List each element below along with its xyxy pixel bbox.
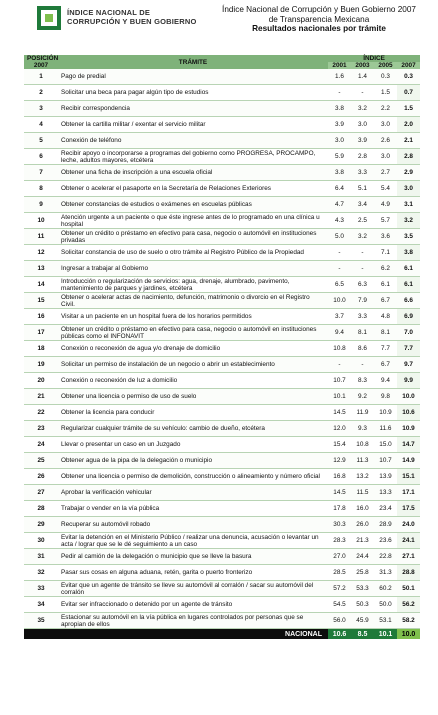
row-position: 8	[24, 181, 58, 197]
row-value-2001: 6.5	[328, 277, 351, 293]
row-value-2003: 9.3	[351, 421, 374, 437]
row-value-2003: 45.9	[351, 613, 374, 629]
report-header	[0, 0, 438, 60]
table-row	[24, 597, 420, 613]
row-position: 29	[24, 517, 58, 533]
table-row	[24, 133, 420, 149]
table-row	[24, 613, 420, 629]
row-value-2001: 54.5	[328, 597, 351, 613]
row-position: 22	[24, 405, 58, 421]
row-value-2007: 15.1	[397, 469, 420, 485]
row-tramite: Solicitar un permiso de instalación de un negocio o abrir un establecimiento	[58, 357, 328, 373]
row-value-2005: 2.6	[374, 133, 397, 149]
row-value-2007: 2.1	[397, 133, 420, 149]
table-row	[24, 165, 420, 181]
row-value-2003: 50.3	[351, 597, 374, 613]
row-value-2001: 56.0	[328, 613, 351, 629]
col-header-year: 2003	[351, 62, 374, 69]
row-value-2007: 7.0	[397, 325, 420, 341]
row-value-2003: 53.3	[351, 581, 374, 597]
row-position: 10	[24, 213, 58, 229]
table-row	[24, 421, 420, 437]
row-position: 35	[24, 613, 58, 629]
row-value-2007: 9.7	[397, 357, 420, 373]
row-value-2005: 3.0	[374, 149, 397, 165]
row-position: 1	[24, 69, 58, 85]
row-position: 5	[24, 133, 58, 149]
row-value-2003: 5.1	[351, 181, 374, 197]
row-tramite: Obtener agua de la pipa de la delegación o municipio	[58, 453, 328, 469]
row-value-2005: 22.8	[374, 549, 397, 565]
row-value-2007: 3.1	[397, 197, 420, 213]
row-position: 16	[24, 309, 58, 325]
row-position: 20	[24, 373, 58, 389]
table-row	[24, 581, 420, 597]
row-tramite: Obtener una licencia o permiso de uso de suelo	[58, 389, 328, 405]
row-position: 23	[24, 421, 58, 437]
row-value-2005: 10.7	[374, 453, 397, 469]
table-row	[24, 197, 420, 213]
table-row	[24, 437, 420, 453]
row-value-2001: 30.3	[328, 517, 351, 533]
row-value-2003: 3.3	[351, 309, 374, 325]
table-row	[24, 533, 420, 549]
row-value-2007: 24.0	[397, 517, 420, 533]
row-value-2005: 31.3	[374, 565, 397, 581]
row-value-2005: 53.1	[374, 613, 397, 629]
row-value-2005: 3.0	[374, 117, 397, 133]
row-value-2001: 16.8	[328, 469, 351, 485]
row-value-2001: 3.7	[328, 309, 351, 325]
row-tramite: Pasar sus cosas en alguna aduana, retén, garita o puerto fronterizo	[58, 565, 328, 581]
row-value-2005: 60.2	[374, 581, 397, 597]
row-value-2001: 14.5	[328, 485, 351, 501]
row-value-2005: 13.3	[374, 485, 397, 501]
row-tramite: Introducción o regularización de servicios: agua, drenaje, alumbrado, pavimento, mantenimiento de parques y jardines, etcétera	[58, 277, 328, 293]
table-row	[24, 277, 420, 293]
row-tramite: Conexión o reconexión de agua y/o drenaje de domicilio	[58, 341, 328, 357]
row-value-2005: 6.1	[374, 277, 397, 293]
col-header-year: 2007	[397, 62, 420, 69]
row-value-2005: 9.8	[374, 389, 397, 405]
row-position: 14	[24, 277, 58, 293]
logo-line-2: CORRUPCIÓN Y BUEN GOBIERNO	[67, 17, 197, 26]
table-row	[24, 149, 420, 165]
row-position: 3	[24, 101, 58, 117]
row-value-2003: 11.9	[351, 405, 374, 421]
row-tramite: Visitar a un paciente en un hospital fuera de los horarios permitidos	[58, 309, 328, 325]
row-value-2005: 7.1	[374, 245, 397, 261]
row-value-2003: -	[351, 261, 374, 277]
row-value-2005: 4.8	[374, 309, 397, 325]
row-value-2007: 0.7	[397, 85, 420, 101]
row-value-2001: 4.3	[328, 213, 351, 229]
row-value-2001: 10.1	[328, 389, 351, 405]
row-value-2007: 14.7	[397, 437, 420, 453]
col-header-indice: ÍNDICE	[328, 55, 420, 62]
row-value-2005: 6.7	[374, 357, 397, 373]
row-tramite: Recuperar su automóvil robado	[58, 517, 328, 533]
row-tramite: Llevar o presentar un caso en un Juzgado	[58, 437, 328, 453]
row-value-2003: 8.1	[351, 325, 374, 341]
row-value-2003: 21.3	[351, 533, 374, 549]
row-value-2005: 3.6	[374, 229, 397, 245]
row-value-2007: 2.9	[397, 165, 420, 181]
row-position: 28	[24, 501, 58, 517]
national-value: 10.0	[397, 629, 420, 640]
row-value-2007: 3.8	[397, 245, 420, 261]
title-line-2: de Transparencia Mexicana	[268, 14, 370, 24]
row-tramite: Obtener una ficha de inscripción a una escuela oficial	[58, 165, 328, 181]
row-value-2003: 8.3	[351, 373, 374, 389]
row-position: 33	[24, 581, 58, 597]
row-value-2001: 5.9	[328, 149, 351, 165]
row-value-2007: 58.2	[397, 613, 420, 629]
row-value-2007: 6.1	[397, 261, 420, 277]
row-value-2007: 56.2	[397, 597, 420, 613]
table-row	[24, 309, 420, 325]
row-value-2007: 6.6	[397, 293, 420, 309]
row-value-2003: 25.8	[351, 565, 374, 581]
row-value-2007: 0.3	[397, 69, 420, 85]
row-position: 4	[24, 117, 58, 133]
row-position: 11	[24, 229, 58, 245]
national-label: NACIONAL	[24, 629, 328, 640]
row-value-2007: 10.6	[397, 405, 420, 421]
row-tramite: Evitar que un agente de tránsito se lleve su automóvil al corralón / sacar su automóvil del corralón	[58, 581, 328, 597]
row-value-2001: 57.2	[328, 581, 351, 597]
row-value-2007: 7.7	[397, 341, 420, 357]
row-value-2001: 10.0	[328, 293, 351, 309]
row-value-2003: 9.2	[351, 389, 374, 405]
table-row	[24, 213, 420, 229]
row-position: 27	[24, 485, 58, 501]
table-row	[24, 549, 420, 565]
row-value-2001: 3.8	[328, 165, 351, 181]
table-row	[24, 293, 420, 309]
table-row	[24, 325, 420, 341]
row-value-2001: 1.6	[328, 69, 351, 85]
row-tramite: Solicitar una beca para pagar algún tipo de estudios	[58, 85, 328, 101]
row-position: 24	[24, 437, 58, 453]
row-value-2003: 3.4	[351, 197, 374, 213]
row-position: 34	[24, 597, 58, 613]
national-row	[24, 629, 420, 640]
row-value-2001: 5.0	[328, 229, 351, 245]
row-value-2001: -	[328, 261, 351, 277]
row-tramite: Evitar ser infraccionado o detenido por un agente de tránsito	[58, 597, 328, 613]
row-value-2007: 3.5	[397, 229, 420, 245]
row-position: 12	[24, 245, 58, 261]
row-value-2003: -	[351, 85, 374, 101]
row-value-2005: 0.3	[374, 69, 397, 85]
table-row	[24, 341, 420, 357]
row-value-2003: 11.3	[351, 453, 374, 469]
row-value-2007: 50.1	[397, 581, 420, 597]
row-value-2003: 7.9	[351, 293, 374, 309]
logo-text	[67, 8, 197, 26]
row-position: 13	[24, 261, 58, 277]
row-position: 18	[24, 341, 58, 357]
row-value-2003: -	[351, 357, 374, 373]
col-header-year: 2005	[374, 62, 397, 69]
row-value-2001: -	[328, 245, 351, 261]
row-value-2003: 3.2	[351, 101, 374, 117]
row-value-2001: -	[328, 85, 351, 101]
row-value-2007: 9.9	[397, 373, 420, 389]
row-value-2007: 2.0	[397, 117, 420, 133]
row-value-2001: 3.9	[328, 117, 351, 133]
national-value: 10.1	[374, 629, 397, 640]
row-value-2003: 2.8	[351, 149, 374, 165]
table-row	[24, 117, 420, 133]
row-value-2003: 24.4	[351, 549, 374, 565]
col-header-position-year: 2007	[24, 62, 58, 69]
row-value-2007: 6.1	[397, 277, 420, 293]
row-tramite: Regularizar cualquier trámite de su vehículo: cambio de dueño, etcétera	[58, 421, 328, 437]
row-tramite: Obtener o acelerar el pasaporte en la Secretaría de Relaciones Exteriores	[58, 181, 328, 197]
row-tramite: Trabajar o vender en la vía pública	[58, 501, 328, 517]
row-tramite: Aprobar la verificación vehicular	[58, 485, 328, 501]
row-value-2007: 28.8	[397, 565, 420, 581]
row-position: 6	[24, 149, 58, 165]
table-body	[24, 69, 420, 629]
row-value-2007: 3.2	[397, 213, 420, 229]
row-value-2001: 12.0	[328, 421, 351, 437]
row-tramite: Obtener la cartilla militar / exentar el servicio militar	[58, 117, 328, 133]
row-value-2005: 6.2	[374, 261, 397, 277]
table-row	[24, 261, 420, 277]
row-value-2003: 2.5	[351, 213, 374, 229]
row-value-2007: 10.0	[397, 389, 420, 405]
row-value-2001: 10.7	[328, 373, 351, 389]
table-row	[24, 245, 420, 261]
row-tramite: Pedir al camión de la delegación o municipio que se lleve la basura	[58, 549, 328, 565]
row-tramite: Recibir correspondencia	[58, 101, 328, 117]
row-tramite: Obtener una licencia o permiso de demolición, construcción o alineamiento y número oficial	[58, 469, 328, 485]
row-value-2005: 2.7	[374, 165, 397, 181]
col-header-tramite: TRÁMITE	[58, 55, 328, 69]
table-row	[24, 101, 420, 117]
transparency-logo-icon	[37, 6, 61, 30]
row-value-2005: 5.7	[374, 213, 397, 229]
table-row	[24, 565, 420, 581]
row-position: 9	[24, 197, 58, 213]
row-position: 7	[24, 165, 58, 181]
row-value-2003: 8.6	[351, 341, 374, 357]
row-value-2007: 27.1	[397, 549, 420, 565]
row-value-2003: -	[351, 245, 374, 261]
row-value-2003: 16.0	[351, 501, 374, 517]
row-value-2001: 6.4	[328, 181, 351, 197]
row-tramite: Recibir apoyo o incorporarse a programas del gobierno como PROGRESA, PROCAMPO, leche, adultos mayores, etcétera	[58, 149, 328, 165]
row-position: 31	[24, 549, 58, 565]
row-value-2005: 13.9	[374, 469, 397, 485]
row-value-2005: 1.5	[374, 85, 397, 101]
table-row	[24, 501, 420, 517]
row-value-2007: 1.5	[397, 101, 420, 117]
row-position: 17	[24, 325, 58, 341]
row-value-2001: 15.4	[328, 437, 351, 453]
report-title	[214, 5, 424, 34]
col-header-position: POSICIÓN	[24, 55, 58, 62]
row-value-2005: 6.7	[374, 293, 397, 309]
row-value-2005: 9.4	[374, 373, 397, 389]
row-tramite: Obtener un crédito o préstamo en efectivo para casa, negocio o automóvil en instituciones públicas como el INFONAVIT	[58, 325, 328, 341]
row-tramite: Obtener o acelerar actas de nacimiento, defunción, matrimonio o divorcio en el Registro Civil.	[58, 293, 328, 309]
table-row	[24, 405, 420, 421]
table-row	[24, 485, 420, 501]
row-tramite: Obtener la licencia para conducir	[58, 405, 328, 421]
row-tramite: Obtener constancias de estudios o exámenes en escuelas públicas	[58, 197, 328, 213]
results-table	[24, 55, 420, 639]
row-value-2001: 12.9	[328, 453, 351, 469]
row-value-2007: 2.8	[397, 149, 420, 165]
row-position: 21	[24, 389, 58, 405]
row-position: 25	[24, 453, 58, 469]
national-value: 10.6	[328, 629, 351, 640]
row-value-2003: 11.5	[351, 485, 374, 501]
row-value-2003: 3.2	[351, 229, 374, 245]
table-row	[24, 69, 420, 85]
row-value-2001: 4.7	[328, 197, 351, 213]
row-position: 26	[24, 469, 58, 485]
row-tramite: Estacionar su automóvil en la vía pública en lugares controlados por personas que se apropian de ellos	[58, 613, 328, 629]
row-value-2005: 10.9	[374, 405, 397, 421]
row-value-2003: 3.3	[351, 165, 374, 181]
logo-line-1: ÍNDICE NACIONAL DE	[67, 8, 151, 17]
row-position: 15	[24, 293, 58, 309]
row-value-2007: 6.9	[397, 309, 420, 325]
table-row	[24, 229, 420, 245]
row-value-2007: 14.9	[397, 453, 420, 469]
col-header-year: 2001	[328, 62, 351, 69]
report-subtitle: Resultados nacionales por trámite	[252, 24, 386, 33]
national-value: 8.5	[351, 629, 374, 640]
table-row	[24, 453, 420, 469]
row-value-2005: 5.4	[374, 181, 397, 197]
row-value-2001: 14.5	[328, 405, 351, 421]
row-value-2003: 26.0	[351, 517, 374, 533]
row-tramite: Solicitar constancia de uso de suelo o otro trámite al Registro Público de la Propiedad	[58, 245, 328, 261]
row-value-2007: 17.5	[397, 501, 420, 517]
row-value-2005: 15.0	[374, 437, 397, 453]
row-value-2007: 17.1	[397, 485, 420, 501]
row-value-2001: -	[328, 357, 351, 373]
row-value-2001: 28.5	[328, 565, 351, 581]
row-value-2005: 23.6	[374, 533, 397, 549]
row-value-2001: 28.3	[328, 533, 351, 549]
row-value-2001: 27.0	[328, 549, 351, 565]
row-value-2005: 50.0	[374, 597, 397, 613]
row-value-2003: 3.9	[351, 133, 374, 149]
row-tramite: Conexión o reconexión de luz a domicilio	[58, 373, 328, 389]
title-line-1: Índice Nacional de Corrupción y Buen Gobierno 2007	[222, 5, 416, 14]
row-position: 32	[24, 565, 58, 581]
row-position: 19	[24, 357, 58, 373]
row-position: 2	[24, 85, 58, 101]
table-row	[24, 469, 420, 485]
row-value-2003: 10.8	[351, 437, 374, 453]
row-value-2005: 8.1	[374, 325, 397, 341]
row-value-2001: 9.4	[328, 325, 351, 341]
row-value-2005: 7.7	[374, 341, 397, 357]
row-value-2001: 3.8	[328, 101, 351, 117]
row-tramite: Conexión de teléfono	[58, 133, 328, 149]
row-value-2007: 24.1	[397, 533, 420, 549]
table-row	[24, 389, 420, 405]
row-value-2005: 4.9	[374, 197, 397, 213]
row-value-2001: 17.8	[328, 501, 351, 517]
row-tramite: Evitar la detención en el Ministerio Público / realizar una denuncia, acusación o levantar un acta / lograr que se le dé seguimiento a un caso	[58, 533, 328, 549]
row-value-2007: 10.9	[397, 421, 420, 437]
row-value-2001: 10.8	[328, 341, 351, 357]
row-tramite: Pago de predial	[58, 69, 328, 85]
row-tramite: Obtener un crédito o préstamo en efectivo para casa, negocio o automóvil en instituciones privadas	[58, 229, 328, 245]
table-row	[24, 373, 420, 389]
table-row	[24, 517, 420, 533]
table-row	[24, 357, 420, 373]
row-value-2001: 3.0	[328, 133, 351, 149]
row-value-2003: 1.4	[351, 69, 374, 85]
row-value-2007: 3.0	[397, 181, 420, 197]
row-value-2005: 28.9	[374, 517, 397, 533]
row-value-2005: 2.2	[374, 101, 397, 117]
row-value-2003: 3.0	[351, 117, 374, 133]
row-value-2005: 11.6	[374, 421, 397, 437]
row-position: 30	[24, 533, 58, 549]
table-row	[24, 181, 420, 197]
row-value-2005: 23.4	[374, 501, 397, 517]
row-tramite: Atención urgente a un paciente o que éste ingrese antes de lo programado en una clínica u hospital	[58, 213, 328, 229]
row-value-2003: 13.2	[351, 469, 374, 485]
table-row	[24, 85, 420, 101]
row-value-2003: 6.3	[351, 277, 374, 293]
row-tramite: Ingresar a trabajar al Gobierno	[58, 261, 328, 277]
